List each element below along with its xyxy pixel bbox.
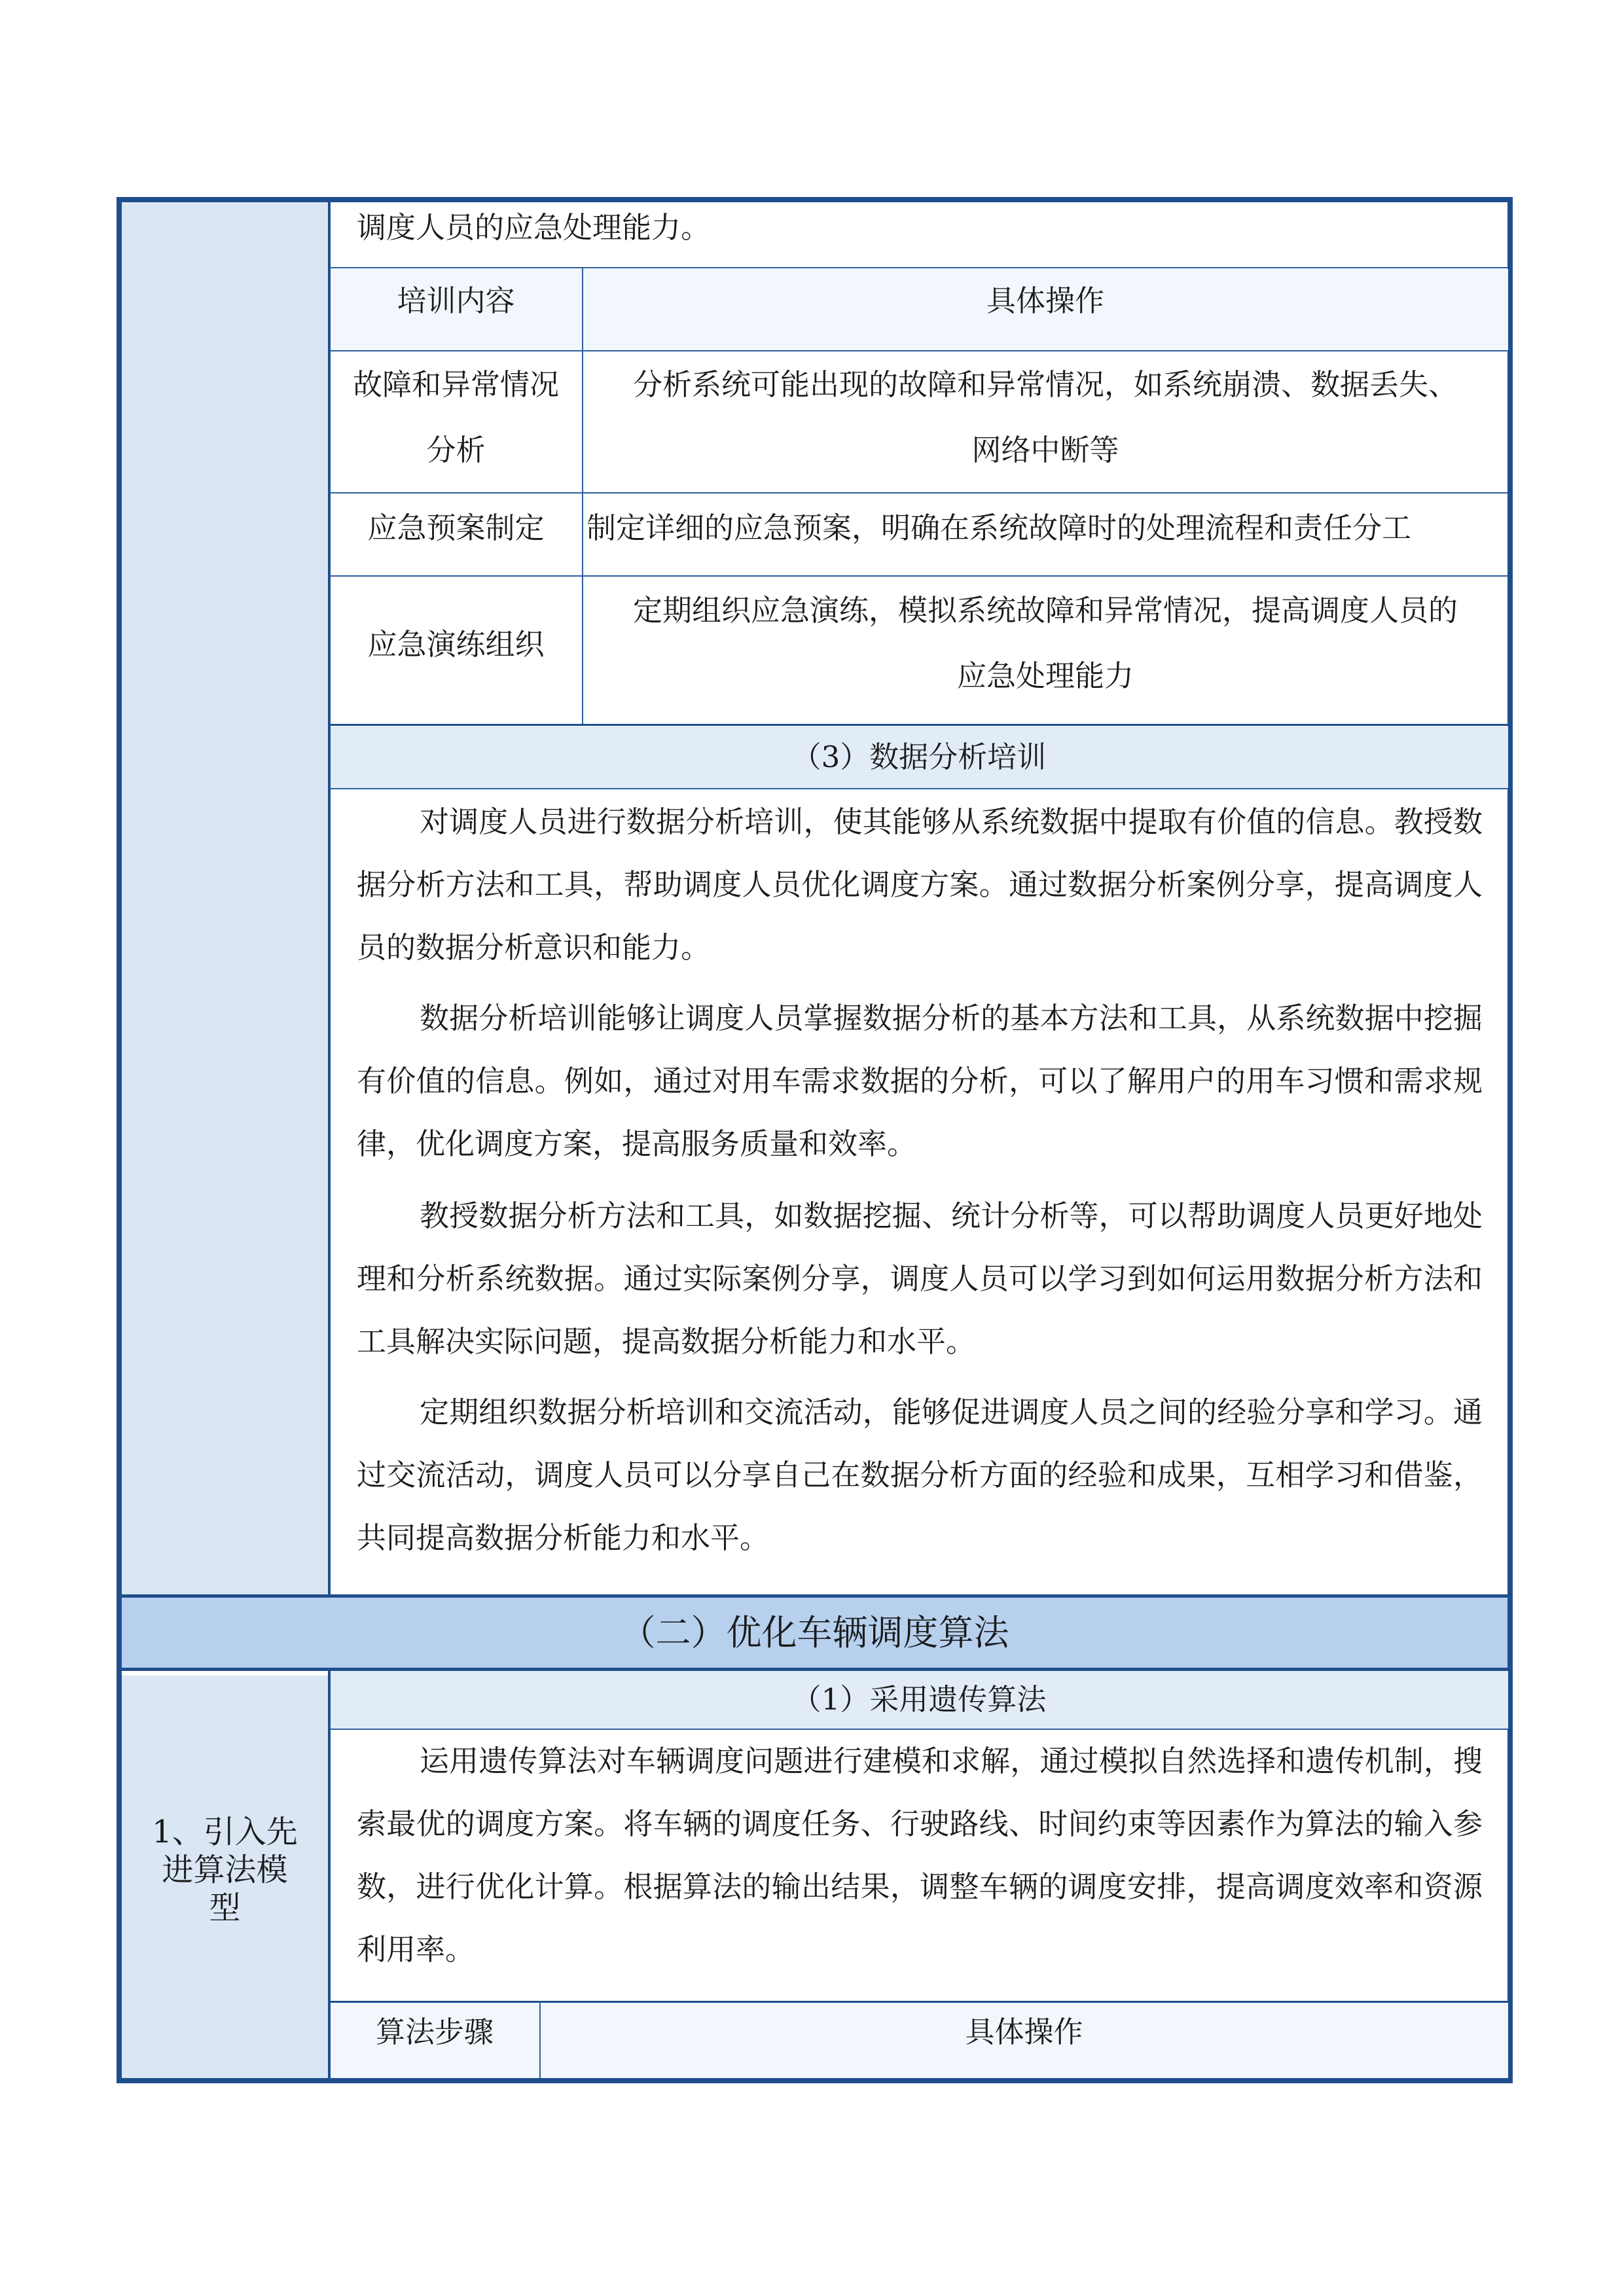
divider-before-data-title	[330, 724, 1508, 726]
row-fault-analysis-item	[330, 352, 582, 483]
row-fault-analysis-item-line2: 分析	[426, 433, 486, 467]
header-algorithm-operation: 具体操作	[965, 2015, 1083, 2049]
left-column-upper	[122, 202, 328, 1597]
data-training-paragraph-2: 数据分析培训能够让调度人员掌握数据分析的基本方法和工具，从系统数据中挖掘有价值的信息。例如，通过对用车需求数据的分析，可以了解用户的用车习惯和需求规律，优化调度方案，提高服务质量和效率。	[357, 1001, 1483, 1161]
emergency-table-col-divider	[582, 268, 583, 725]
divider-after-section-two	[122, 1668, 1507, 1671]
section-two-title: （二）优化车辆调度算法	[122, 1597, 1507, 1669]
genetic-algorithm-paragraph: 运用遗传算法对车辆调度问题进行建模和求解，通过模拟自然选择和遗传机制，搜索最优的调度方案。将车辆的调度任务、行驶路线、时间约束等因素作为算法的输入参数，进行优化计算。根据算法的输出结果，调整车辆的调度安排，提高调度效率和资源利用率。	[357, 1744, 1483, 1967]
left-column-divider-lower	[328, 1669, 331, 2078]
divider-after-fragment	[330, 267, 1508, 268]
left-label-line1: 1、引入先	[152, 1814, 298, 1850]
data-training-paragraph-1: 对调度人员进行数据分析培训，使其能够从系统数据中提取有价值的信息。教授数据分析方法和工具，帮助调度人员优化调度方案。通过数据分析案例分享，提高调度人员的数据分析意识和能力。	[357, 804, 1483, 965]
header-training-content: 培训内容	[397, 283, 515, 318]
divider-after-header	[330, 350, 1508, 351]
divider-after-genetic-subtitle	[330, 1729, 1508, 1730]
left-label-line2: 进算法模	[162, 1852, 288, 1888]
data-training-title: （3）数据分析培训	[330, 726, 1508, 788]
section-two-left-label	[122, 1813, 328, 1927]
top-fragment-text: 调度人员的应急处理能力。	[357, 210, 711, 245]
genetic-algorithm-subtitle: （1）采用遗传算法	[330, 1671, 1508, 1729]
row-emergency-plan-op: 制定详细的应急预案，明确在系统故障时的处理流程和责任分工	[586, 511, 1412, 545]
row-emergency-drill-op	[584, 578, 1507, 709]
divider-after-row1	[330, 492, 1508, 493]
header-algorithm-steps: 算法步骤	[375, 2015, 494, 2049]
left-column-divider-upper	[328, 202, 331, 1597]
data-training-paragraph-3: 教授数据分析方法和工具，如数据挖掘、统计分析等，可以帮助调度人员更好地处理和分析系统数据。通过实际案例分享，调度人员可以学习到如何运用数据分析方法和工具解决实际问题，提高数据分析能力和水平。	[357, 1198, 1483, 1359]
row-emergency-drill-op-line2: 应急处理能力	[956, 658, 1134, 693]
divider-before-section-two	[122, 1594, 1507, 1598]
row-fault-analysis-op	[584, 352, 1507, 483]
algorithm-table-col-divider	[539, 2001, 541, 2078]
row-fault-analysis-item-line1: 故障和异常情况	[352, 367, 559, 402]
header-specific-operation: 具体操作	[986, 283, 1104, 318]
row-fault-analysis-op-line1: 分析系统可能出现的故障和异常情况，如系统崩溃、数据丢失、	[632, 367, 1458, 402]
row-emergency-drill-item: 应急演练组织	[367, 627, 545, 662]
data-training-paragraph-4: 定期组织数据分析培训和交流活动，能够促进调度人员之间的经验分享和学习。通过交流活动，调度人员可以分享自己在数据分析方面的经验和成果，互相学习和借鉴，共同提高数据分析能力和水平。	[357, 1395, 1483, 1555]
left-label-line3: 型	[209, 1890, 241, 1926]
divider-before-algorithm-table	[330, 2001, 1508, 2003]
row-emergency-drill-op-line1: 定期组织应急演练，模拟系统故障和异常情况，提高调度人员的	[632, 593, 1458, 628]
divider-after-row2	[330, 575, 1508, 577]
row-fault-analysis-op-line2: 网络中断等	[971, 433, 1119, 467]
divider-after-data-title	[330, 788, 1508, 789]
row-emergency-plan-item: 应急预案制定	[367, 511, 545, 545]
